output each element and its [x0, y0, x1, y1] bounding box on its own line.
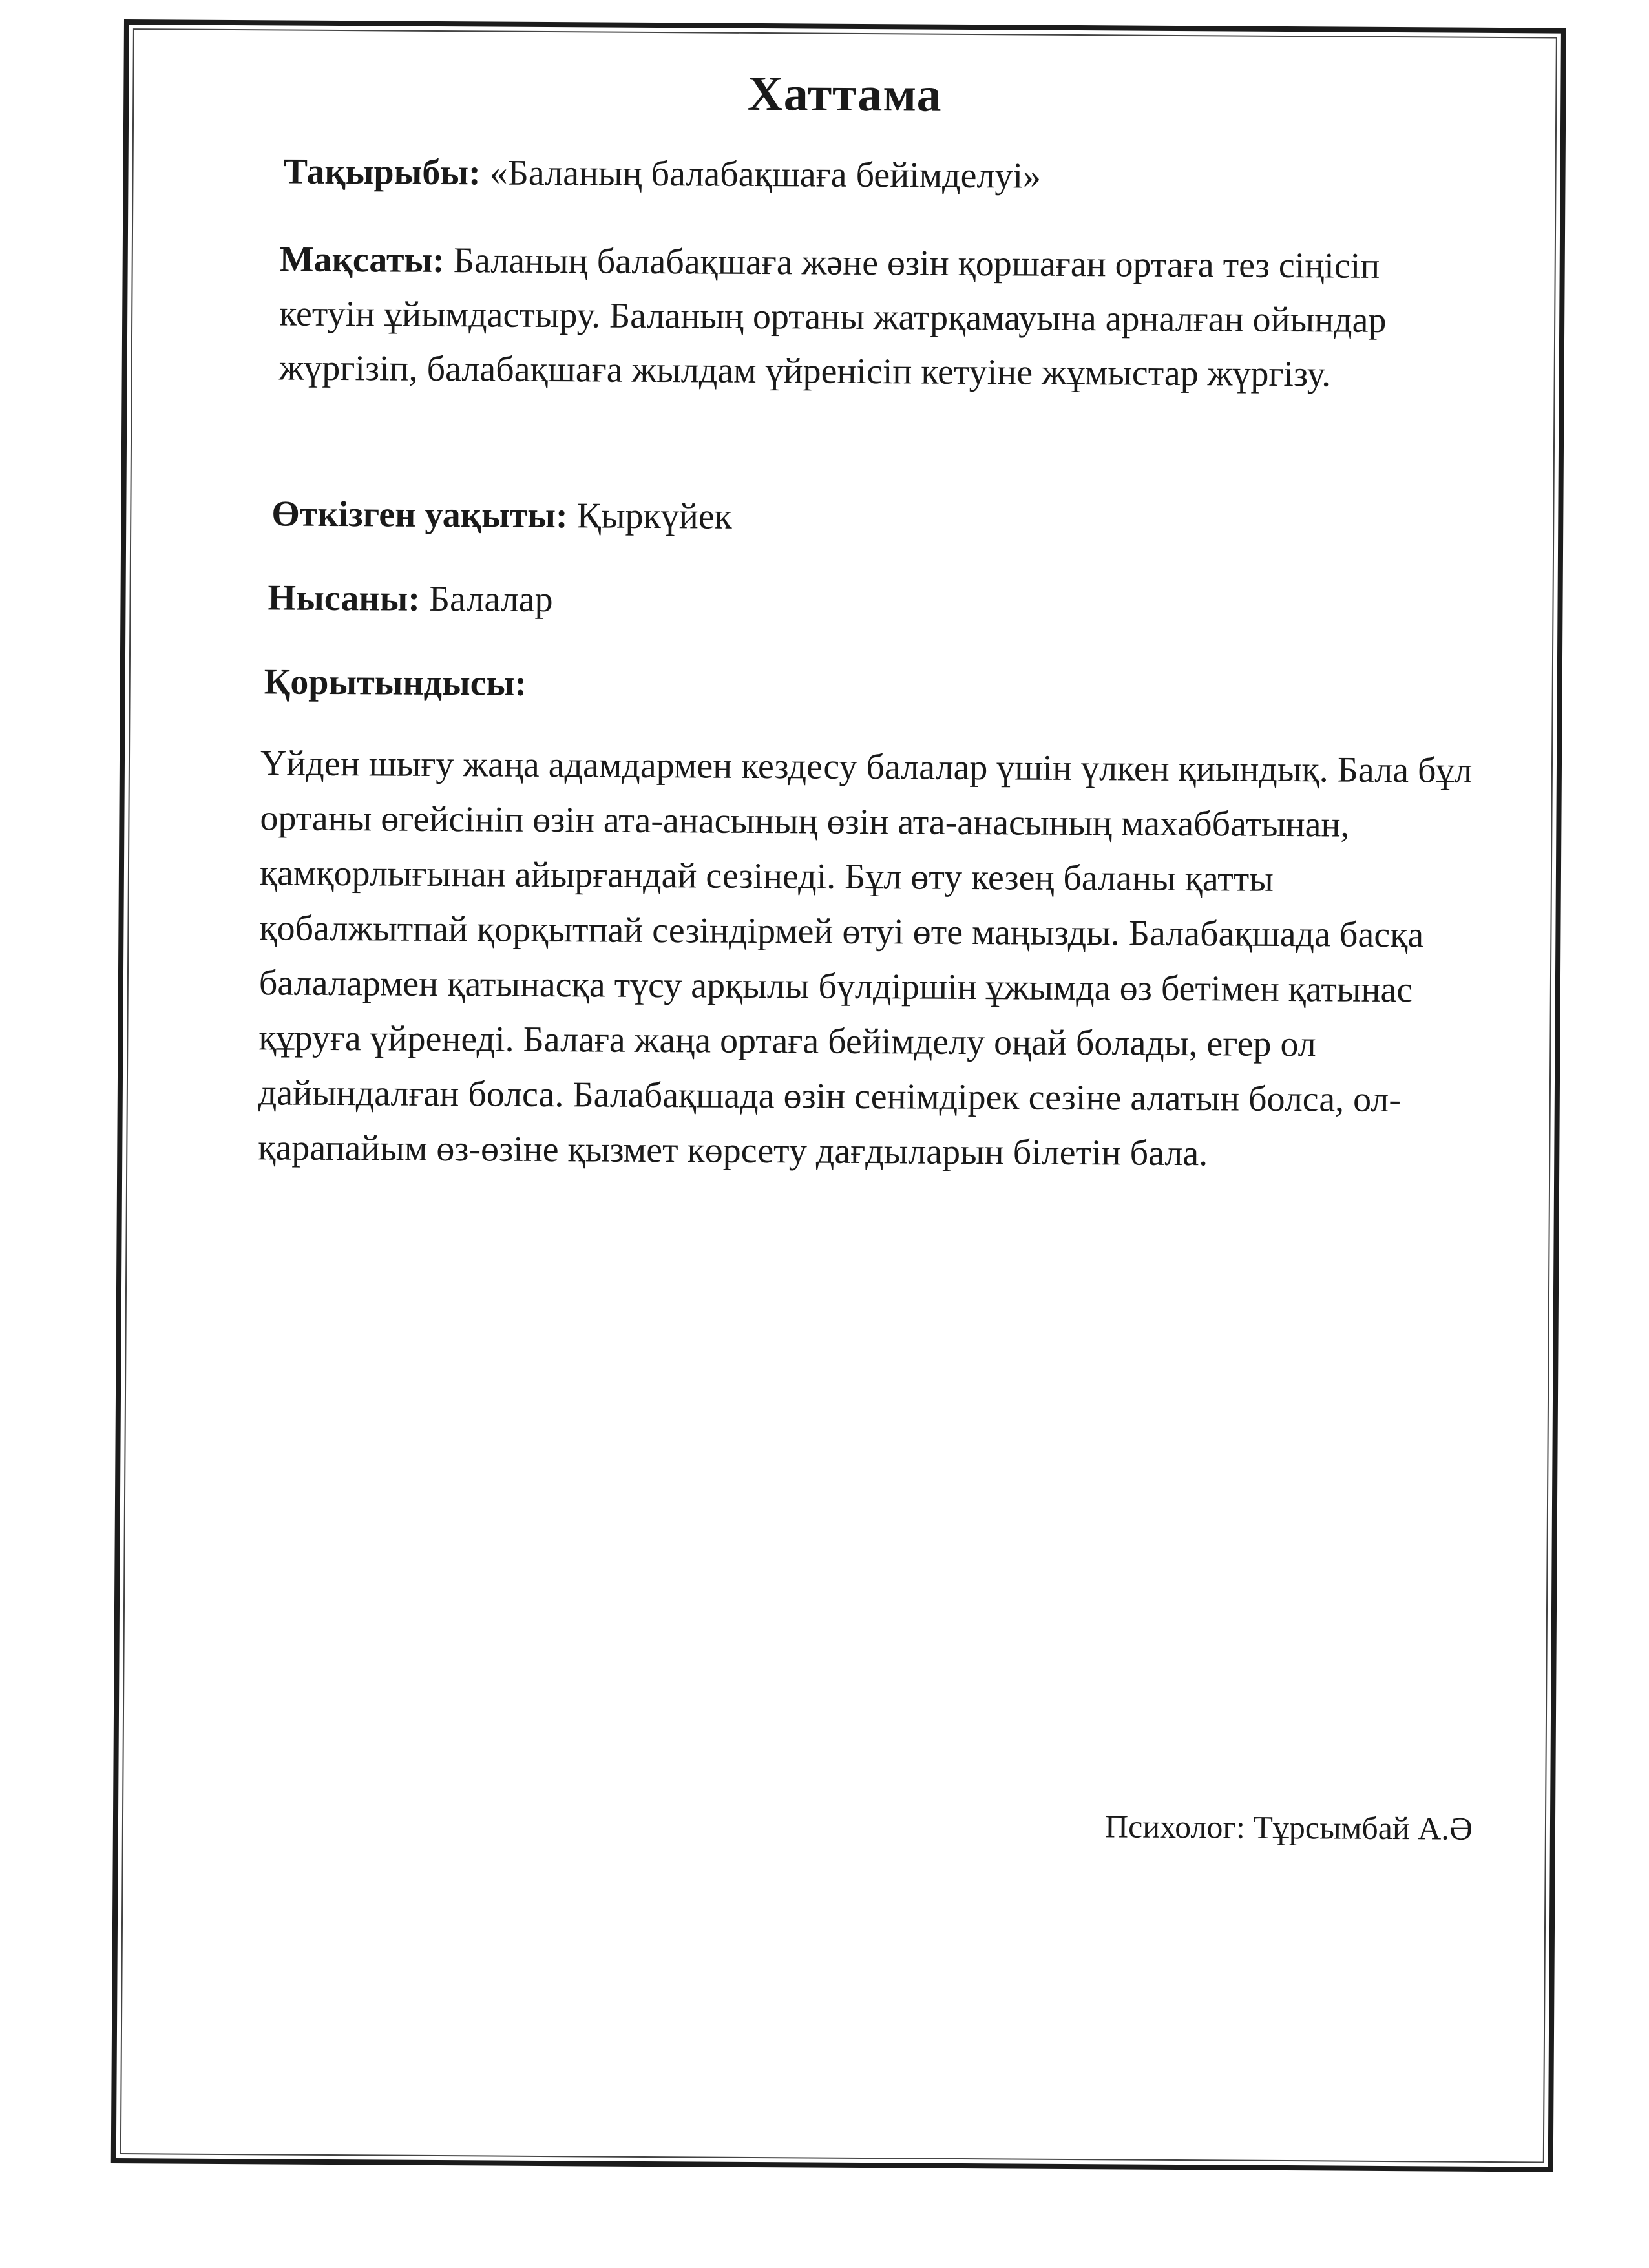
document-content	[116, 25, 1561, 2167]
result-field	[264, 655, 1479, 715]
page-border	[111, 19, 1566, 2172]
topic-label: Тақырыбы:	[283, 151, 481, 193]
result-text: Үйден шығу жаңа адамдармен кездесу балалар үшін үлкен қиындық. Бала бұл ортаны өгейсініп өзін ата-анасының өзін ата-анасының махаббатынан, қамқорлығынан айырғандай сезінеді. Бұл өту кезең баланы қатты қобалжытпай қорқытпай сезіндірмей өтуі өте маңызды. Балабақшада басқа балалармен қатынасқа түсу арқылы бүлдіршін ұжымда өз бетімен қатынас құруға үйренеді. Балаға жаңа ортаға бейімделу оңай болады, егер ол дайындалған болса. Балабақшада өзін сенімдірек сезіне алатын болса, ол-қарапайым өз-өзіне қызмет көрсету дағдыларын білетін бала.	[258, 743, 1473, 1174]
topic-value: «Баланың балабақшаға бейімделуі»	[489, 152, 1042, 196]
time-label: Өткізген уақыты:	[271, 494, 568, 536]
result-label: Қорытындысы:	[264, 662, 527, 704]
subject-value: Балалар	[428, 578, 553, 620]
subject-field	[268, 571, 1480, 631]
subject-label: Нысаны:	[268, 578, 421, 619]
goal-label: Мақсаты:	[279, 239, 445, 281]
time-value: Қыркүйек	[576, 496, 733, 537]
goal-value: Баланың балабақшаға және өзін қоршаған ортаға тез сіңісіп кетуін ұйымдастыру. Баланың ортаны жатрқамауына арналған ойындар жүргізіп, балабақшаға жылдам үйреніcіп кетуіне жұмыстар жүргізу.	[278, 240, 1387, 395]
document-title: Хаттама	[747, 66, 942, 122]
topic-field	[283, 145, 1482, 205]
goal-field	[278, 232, 1482, 402]
signature: Психолог: Тұрсымбай А.Ә	[1104, 1808, 1473, 1847]
time-field	[271, 487, 1480, 547]
